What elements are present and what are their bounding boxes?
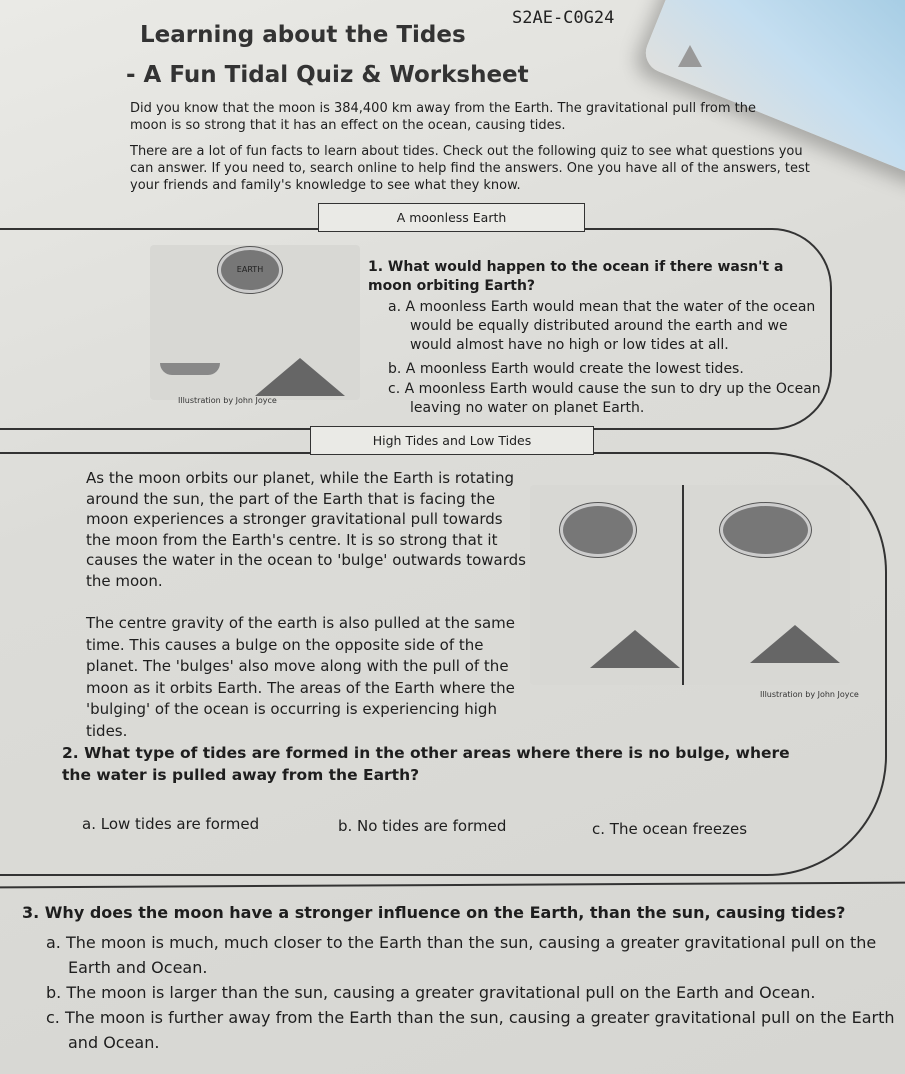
illustration-credit: Illustration by John Joyce xyxy=(178,396,277,405)
question-1: 1. What would happen to the ocean if there wasn't a moon orbiting Earth? xyxy=(368,259,784,294)
intro-paragraph-2: There are a lot of fun facts to learn about tides. Check out the following quiz to see what questions you can answer. If you need to, search online to help find the answers. One you have all of the answers, test your friends and family's knowledge to see what they know. xyxy=(130,144,810,193)
option-1a[interactable]: a. A moonless Earth would mean that the water of the ocean would be equally distributed around the earth and we would almost have no high or low tides at all. xyxy=(388,299,816,353)
earth-bulge-drawing xyxy=(720,503,811,557)
hill-drawing xyxy=(750,625,840,663)
boat-drawing xyxy=(160,363,220,375)
option-3a[interactable]: a. The moon is much, much closer to the Earth than the sun, causing a greater gravitational pull on the Earth and Ocean. xyxy=(46,933,877,977)
handwritten-note: S2AE-C0G24 xyxy=(512,8,615,28)
page-title: Learning about the Tides xyxy=(140,22,466,48)
section-label: High Tides and Low Tides xyxy=(310,426,594,455)
illustration-moonless-earth xyxy=(150,245,360,400)
hill-drawing xyxy=(590,630,680,668)
illustration-tides xyxy=(530,485,850,685)
option-2b[interactable]: b. No tides are formed xyxy=(338,817,507,835)
option-2a[interactable]: a. Low tides are formed xyxy=(82,815,260,833)
question-2: 2. What type of tides are formed in the other areas where there is no bulge, where the water is pulled away from the Earth? xyxy=(62,744,790,784)
option-3c[interactable]: c. The moon is further away from the Earth than the sun, causing a greater gravitational pull on the Earth and Ocean. xyxy=(46,1008,895,1052)
tides-paragraph-1: As the moon orbits our planet, while the Earth is rotating around the sun, the part of the Earth that is facing the moon experiences a stronger gravitational pull towards the moon from the Earth's centre. It is so strong that it causes the water in the ocean to 'bulge' outwards towards the moon. xyxy=(86,469,526,590)
illustration-credit: Illustration by John Joyce xyxy=(760,690,859,699)
earth-drawing xyxy=(560,503,636,557)
page-subtitle: - A Fun Tidal Quiz & Worksheet xyxy=(126,62,529,88)
question-3: 3. Why does the moon have a stronger influence on the Earth, than the sun, causing tides? xyxy=(22,903,846,922)
intro-paragraph-1: Did you know that the moon is 384,400 km away from the Earth. The gravitational pull from the moon is so strong that it has an effect on the ocean, causing tides. xyxy=(130,101,756,133)
option-2c[interactable]: c. The ocean freezes xyxy=(592,820,748,838)
tides-paragraph-2: The centre gravity of the earth is also pulled at the same time. This causes a bulge on the opposite side of the planet. The 'bulges' also move along with the pull of the moon as it orbits Earth. The areas of the Earth where the 'bulging' of the ocean is occurring is experiencing high tides. xyxy=(86,614,515,740)
divider xyxy=(682,485,684,685)
option-1b[interactable]: b. A moonless Earth would create the lowest tides. xyxy=(388,361,744,377)
section-label: A moonless Earth xyxy=(318,203,585,232)
flask-icon xyxy=(678,45,702,67)
earth-drawing: EARTH xyxy=(218,247,282,293)
hill-drawing xyxy=(255,358,345,396)
option-1c[interactable]: c. A moonless Earth would cause the sun to dry up the Ocean leaving no water on planet Earth. xyxy=(388,381,821,416)
option-3b[interactable]: b. The moon is larger than the sun, causing a greater gravitational pull on the Earth and Ocean. xyxy=(46,983,816,1002)
